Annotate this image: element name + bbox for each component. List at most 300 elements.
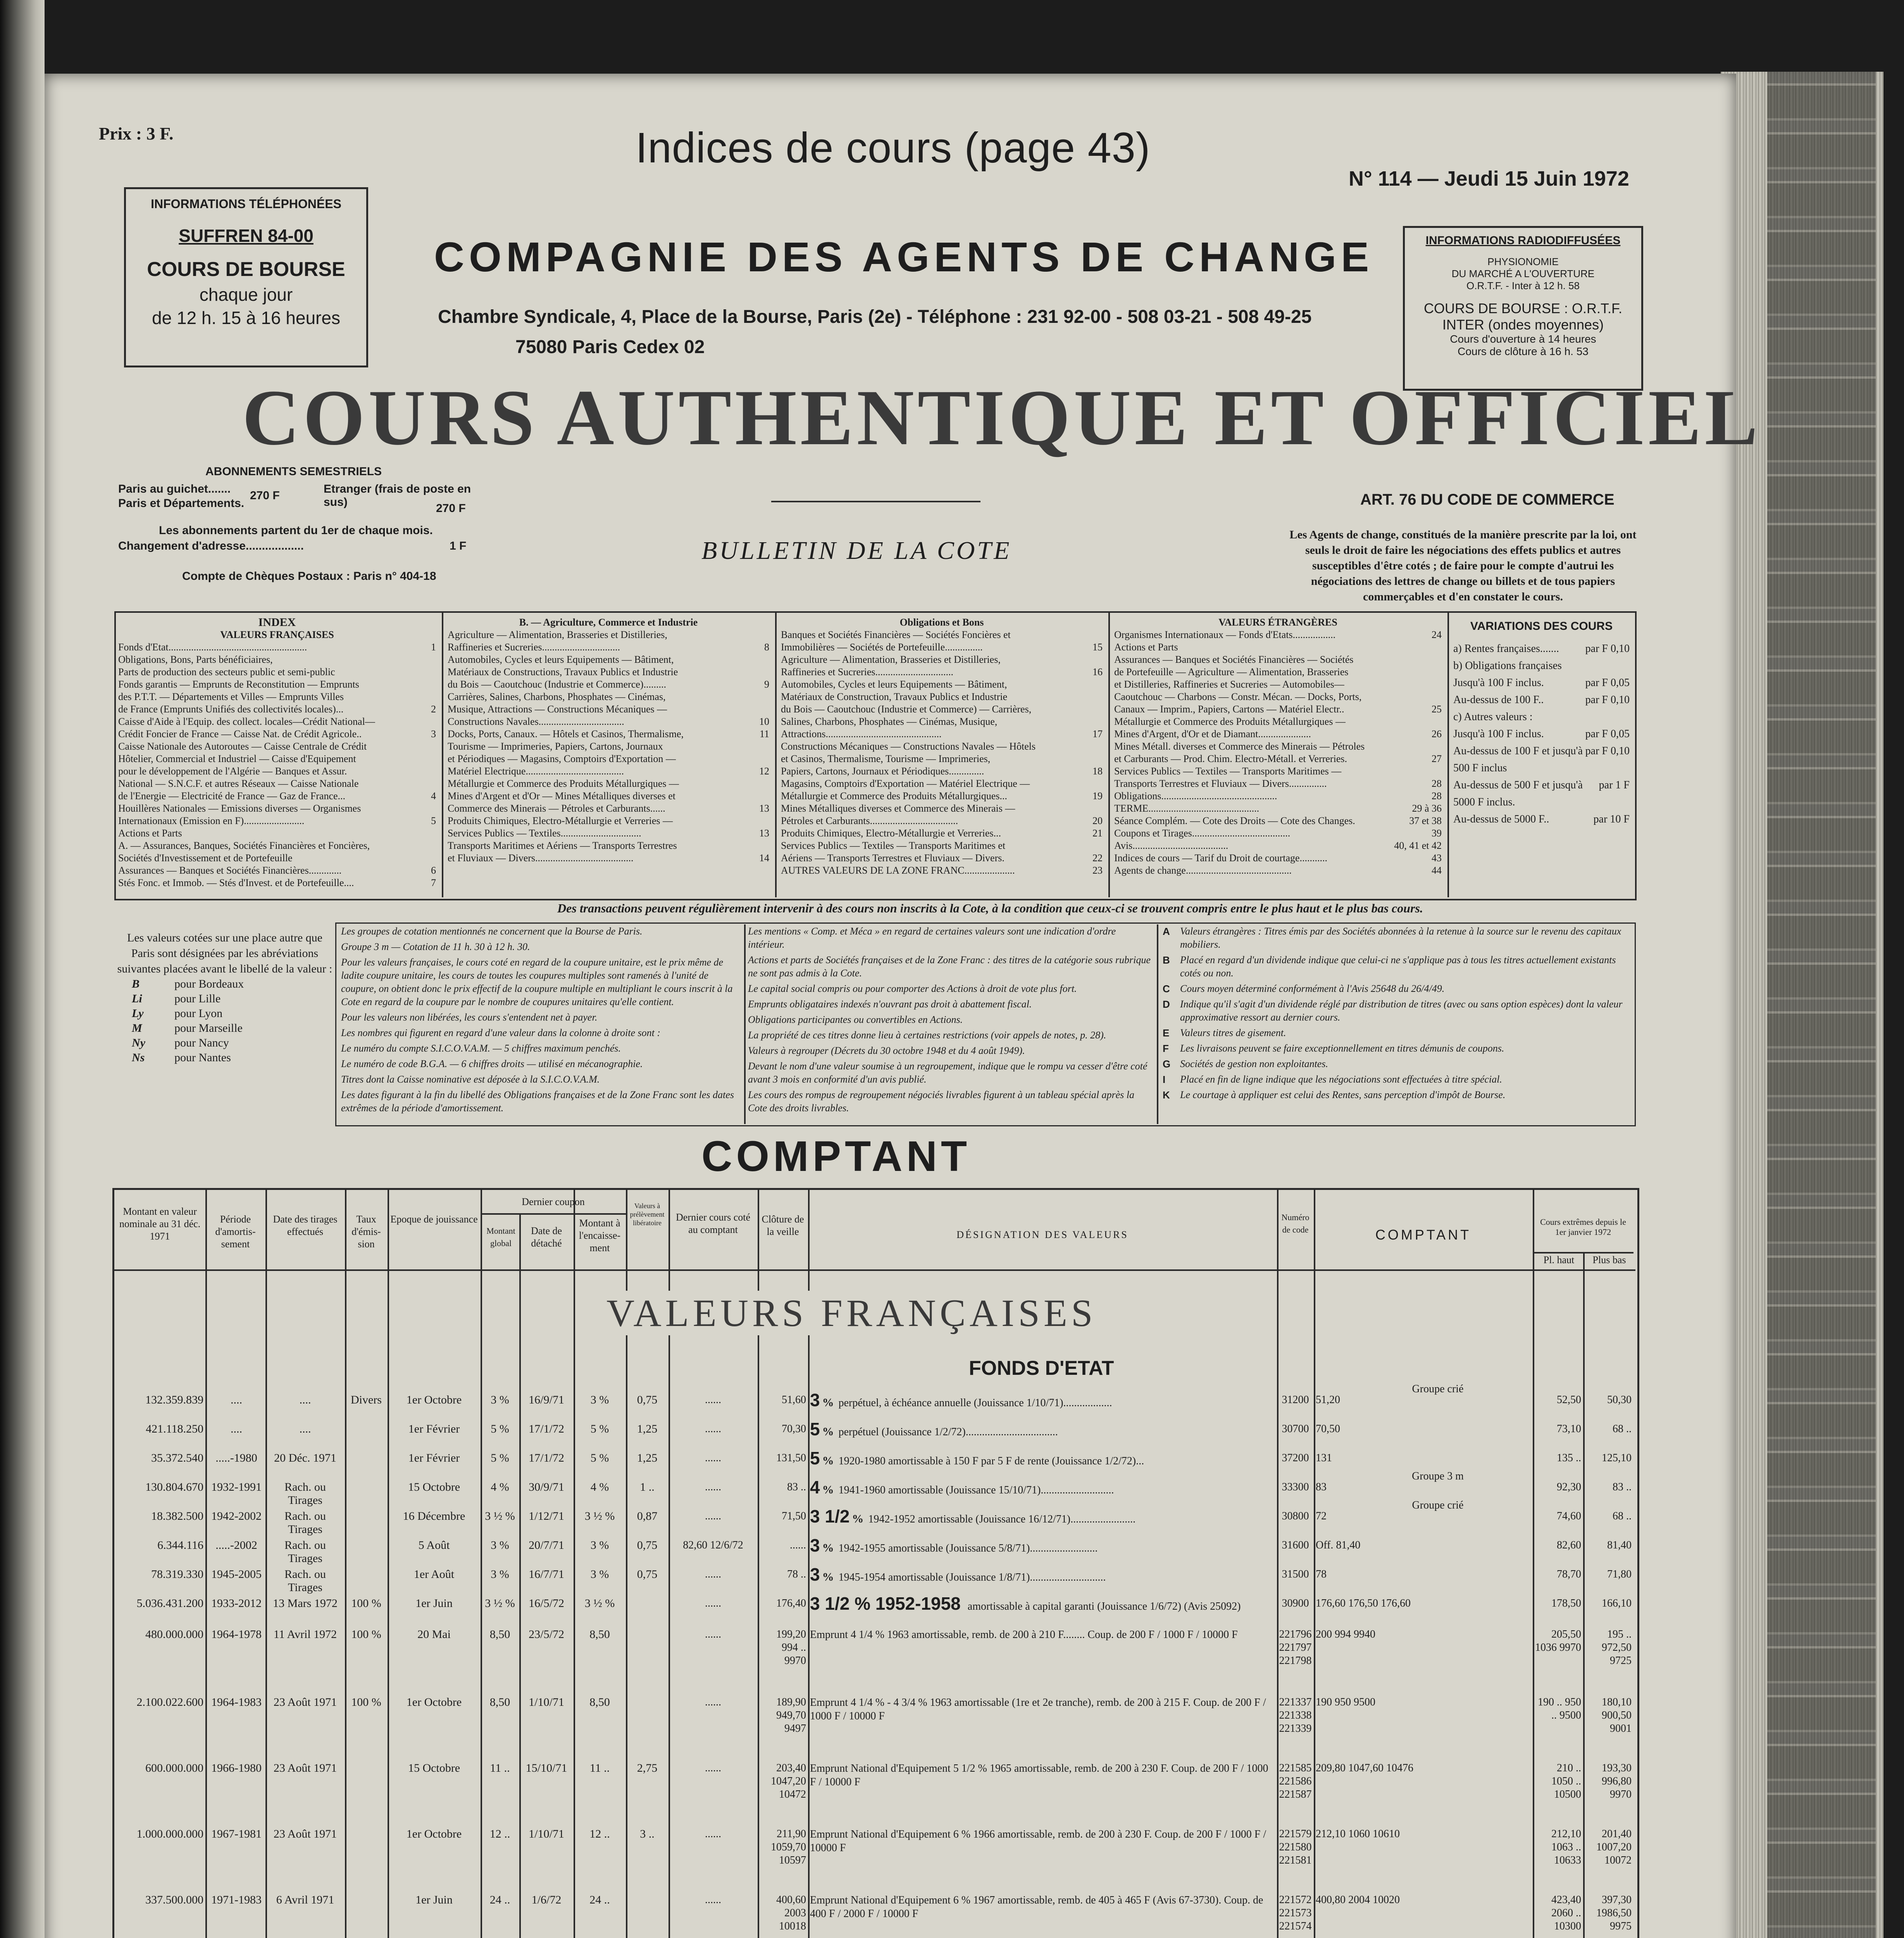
index-line-page: 15	[1092, 641, 1103, 653]
radio-info-l7: Cours de clôture à 16 h. 53	[1458, 345, 1589, 357]
index-line	[118, 864, 436, 877]
cell-glob: 8,50	[489, 1628, 510, 1641]
index-line	[781, 740, 1103, 753]
index-line-page	[420, 852, 436, 864]
cell-note: Groupe 3 m	[1412, 1470, 1464, 1482]
cell-bas: 397,30 1986,50 9975	[1596, 1894, 1632, 1932]
index-line-text: Actions et Parts	[1114, 641, 1178, 653]
cell-cours: 212,10 1060 10610	[1316, 1828, 1400, 1840]
index-line-text: Fonds garantis — Emprunts de Reconstitution — Emprunts	[118, 679, 359, 690]
designation-text: 1920-1980 amortissable à 150 F par 5 F de rente (Jouissance 1/2/72)...	[838, 1455, 1144, 1467]
cell-periode: 1964-1978	[211, 1628, 262, 1641]
cell-bas: 195 .. 972,50 9725	[1602, 1628, 1632, 1667]
cell-cours: 400,80 2004 10020	[1316, 1894, 1400, 1906]
index-line	[118, 716, 436, 728]
index-line	[448, 802, 769, 815]
index-line-page	[1426, 678, 1442, 691]
index-line-text: Commerce des Minerais — Pétroles et Carburants......	[448, 803, 665, 814]
cell-haut: 82,60	[1557, 1539, 1581, 1551]
index-line-text: Raffineries et Sucreries...............................	[448, 641, 620, 653]
index-line	[1114, 790, 1442, 802]
index-line-text: Coupons et Tirages.......................................	[1114, 828, 1291, 839]
legend-note: Les mentions « Comp. et Méca » en regard de certaines valeurs sont une indication d'ordre intérieur.	[748, 926, 1116, 950]
cell-montant: 337.500.000	[145, 1893, 203, 1906]
index-line-page: 2	[431, 703, 436, 715]
index-line	[781, 778, 1103, 790]
variation-step: par 10 F	[1593, 813, 1630, 825]
cell-clot: 71,50	[782, 1510, 806, 1522]
index-line	[118, 877, 436, 889]
index-line	[781, 753, 1103, 765]
table-row	[0, 1499, 1632, 1537]
cell-designation	[810, 1477, 1275, 1497]
header-designation: DÉSIGNATION DES VALEURS	[956, 1229, 1129, 1240]
cell-glob: 3 ½ %	[485, 1597, 515, 1610]
subscription-price-foreign: 270 F	[436, 502, 466, 515]
index-line	[781, 852, 1103, 864]
header-periode: Période d'amortis-sement	[215, 1214, 256, 1250]
cell-periode: 1967-1981	[211, 1828, 262, 1840]
radio-info-l6: Cours d'ouverture à 14 heures	[1450, 333, 1596, 345]
cell-epoque: 1er Juin	[415, 1893, 453, 1906]
header-montant-global: Montant global	[486, 1226, 515, 1248]
index-line	[781, 653, 1103, 666]
cell-clot: 199,20 994 .. 9970	[776, 1628, 806, 1667]
legend-note: Obligations participantes ou convertibles en Actions.	[748, 1014, 963, 1025]
cell-bas: 180,10 900,50 9001	[1602, 1696, 1632, 1735]
cell-periode: 1942-2002	[211, 1510, 262, 1522]
designation-text: Emprunt 4 1/4 % - 4 3/4 % 1963 amortissable (1re et 2e tranche), remb. de 200 à 215 F. Coup. de 200 F / 1000 F / 10000 F	[810, 1697, 1266, 1722]
index-line	[448, 778, 769, 790]
cell-epoque: 16 Décembre	[403, 1510, 465, 1522]
abbrev-key: B	[132, 978, 140, 990]
abbrev-value: pour Nantes	[174, 1051, 231, 1064]
cell-clot: 51,60	[782, 1394, 806, 1406]
place-abbreviations	[116, 922, 333, 1140]
index-line	[781, 790, 1103, 802]
index-line-text: Internationaux (Emission en F)........................	[118, 815, 305, 826]
cell-bas: 50,30	[1607, 1394, 1632, 1406]
cell-epoque: 5 Août	[418, 1539, 450, 1552]
index-line-page	[1087, 703, 1103, 716]
index-line-text: Caisse Nationale des Autoroutes — Caisse Centrale de Crédit	[118, 741, 367, 752]
cell-designation	[810, 1696, 1275, 1723]
index-line	[1114, 653, 1442, 666]
cell-periode: .....-1980	[215, 1452, 257, 1464]
index-line-text: Canaux — Imprim., Papiers, Cartons — Matériel Electr..	[1114, 703, 1344, 715]
legend-note: Devant le nom d'une valeur soumise à un regroupement, indique que le rompu va cesser d'être coté avant 3 mois en conformité d'un avis publié.	[748, 1060, 1148, 1085]
index-line	[448, 641, 769, 653]
index-line-text: des P.T.T. — Départements et Villes — Emprunts Villes	[118, 691, 344, 702]
cell-code: 221796 221797 221798	[1279, 1628, 1312, 1667]
table-row	[0, 1419, 1632, 1450]
index-line-page	[420, 666, 436, 678]
index-line-page: 13	[759, 803, 769, 814]
index-line-text: National — S.N.C.F. et autres Réseaux — Caisse Nationale	[118, 778, 359, 789]
index-line-text: Parts de production des secteurs public et semi-public	[118, 666, 335, 678]
masthead-rule	[771, 501, 980, 502]
index-line-text: de l'Energie — Electricité de France — Gaz de France...	[118, 790, 346, 802]
index-line-text: Constructions Navales..................................	[448, 716, 624, 727]
index-line-text: Assurances — Banques et Sociétés Financières.............	[118, 865, 342, 876]
cell-dc: ......	[705, 1828, 721, 1840]
index-line-text: Pétroles et Carburants...................................	[781, 815, 958, 826]
index-line-page: 25	[1432, 703, 1442, 715]
variation-label: b) Obligations françaises	[1453, 660, 1562, 672]
designation-text: Emprunt 4 1/4 % 1963 amortissable, remb. de 200 à 210 F........ Coup. de 200 F / 1000 F / 10000 F	[810, 1629, 1238, 1641]
legend-note: Valeurs à regrouper (Décrets du 30 octobre 1948 et du 4 août 1949).	[748, 1045, 1025, 1056]
index-line-text: Matériel Electrique.......................................	[448, 766, 624, 777]
index-line-page	[1426, 716, 1442, 728]
rate-label: 3	[810, 1564, 820, 1585]
phone-info-box	[124, 187, 368, 367]
variation-row	[1453, 811, 1630, 828]
cell-enc: 8,50	[589, 1628, 610, 1641]
cell-taux: 100 %	[351, 1628, 381, 1641]
rate-label: 4	[810, 1477, 820, 1497]
index-col4-title: VALEURS ÉTRANGÈRES	[1218, 617, 1337, 628]
index-line	[448, 728, 769, 740]
index-col2-title: B. — Agriculture, Commerce et Industrie	[519, 617, 698, 628]
header-liberatoire: Valeurs à prélèvement libératoire	[630, 1202, 665, 1227]
cell-tirages: ....	[299, 1393, 311, 1406]
cell-dc: ......	[705, 1423, 721, 1435]
index-bonds	[781, 616, 1103, 895]
index-line-page	[1426, 740, 1442, 753]
cell-clot: 70,30	[782, 1423, 806, 1435]
index-line-page: 20	[1092, 815, 1103, 826]
variations-title: VARIATIONS DES COURS	[1470, 620, 1613, 633]
variation-row	[1453, 726, 1630, 743]
index-line-text: Mines d'Argent, d'Or et de Diamant.....................	[1114, 728, 1311, 740]
cell-enc: 3 ½ %	[584, 1510, 615, 1522]
cell-glob: 11 ..	[490, 1762, 510, 1774]
index-divider-4	[1447, 612, 1449, 897]
cell-bas: 68 ..	[1613, 1510, 1632, 1522]
index-line-text: Métallurgie et Commerce des Produits Métallurgiques...	[781, 790, 1007, 802]
cell-date: 1/10/71	[529, 1828, 564, 1840]
table-row	[0, 1696, 1632, 1735]
subscription-paris-counter: Paris au guichet.......	[118, 483, 231, 495]
index-line	[448, 691, 769, 703]
designation-text: Emprunt National d'Equipement 5 1/2 % 1965 amortissable, remb. de 200 à 230 F. Coup. de 200 F / 1000 F / 10000 F	[810, 1762, 1268, 1788]
index-line-page: 22	[1092, 852, 1103, 864]
cell-montant: 130.804.670	[145, 1481, 203, 1493]
designation-text: amortissable à capital garanti (Jouissance 1/6/72) (Avis 25092)	[967, 1600, 1241, 1612]
index-line	[781, 716, 1103, 728]
index-line-page	[1426, 641, 1442, 653]
cell-date: 16/7/71	[529, 1568, 564, 1581]
index-line-text: Assurances — Banques et Sociétés Financières — Sociétés	[1114, 654, 1354, 665]
index-divider-2	[775, 612, 777, 897]
legend-note: Actions et parts de Sociétés françaises et de la Zone Franc : des titres de la catégorie sous rubrique ne sont pas admis à la Cote.	[748, 954, 1151, 979]
index-line-text: Services Publics — Textiles................................	[448, 828, 641, 839]
index-line-text: de France (Emprunts Unifiés des collectivités locales)...	[118, 703, 344, 715]
abbrev-item	[132, 1006, 333, 1021]
index-line-page: 29 à 36	[1412, 803, 1442, 814]
index-line-text: Constructions Mécaniques — Constructions Navales — Hôtels	[781, 741, 1036, 752]
header-code: Numéro de code	[1281, 1212, 1310, 1235]
cell-date: 17/1/72	[529, 1452, 564, 1464]
cell-tirages: 20 Déc. 1971	[274, 1452, 336, 1464]
radio-info-l4: COURS DE BOURSE : O.R.T.F.	[1423, 300, 1623, 316]
index-line-page: 14	[759, 852, 769, 864]
comptant-title: COMPTANT	[701, 1133, 971, 1180]
percent-sign: %	[852, 1512, 864, 1525]
designation-text: 1945-1954 amortissable (Jouissance 1/8/71)............................	[838, 1571, 1106, 1583]
abbrev-value: pour Nancy	[174, 1036, 229, 1049]
index-line-page: 39	[1432, 828, 1442, 839]
index-line-page: 26	[1432, 728, 1442, 740]
cell-tirages: Rach. ou Tirages	[284, 1539, 326, 1565]
subscriptions-title: ABONNEMENTS SEMESTRIELS	[205, 465, 382, 478]
cell-tirages: Rach. ou Tirages	[284, 1481, 326, 1507]
legend-groups	[341, 922, 740, 1140]
index-line	[118, 641, 436, 653]
variation-step: par F 0,05	[1585, 728, 1630, 740]
legend-letter: B	[1163, 954, 1170, 966]
cell-tirages: 23 Août 1971	[273, 1762, 337, 1774]
header-cloture: Clôture de la veille	[762, 1214, 804, 1237]
index-line-page	[420, 765, 436, 778]
cell-haut: 73,10	[1557, 1423, 1581, 1435]
cell-epoque: 1er Février	[408, 1452, 460, 1464]
header-dernier-coupon: Dernier coupon	[522, 1196, 585, 1207]
article-reference: ART. 76 DU CODE DE COMMERCE	[1360, 491, 1615, 508]
cell-lib: 0,75	[637, 1393, 658, 1406]
table-row	[0, 1593, 1632, 1624]
variation-label: Au-dessus de 100 F et jusqu'à 500 F inclus	[1453, 745, 1583, 774]
percent-sign: %	[822, 1425, 834, 1438]
col-sep	[1533, 1190, 1534, 1938]
cell-code: 31200	[1282, 1394, 1309, 1406]
index-line	[118, 840, 436, 852]
cell-epoque: 1er Février	[408, 1422, 460, 1435]
cell-code: 221579 221580 221581	[1279, 1828, 1312, 1866]
variation-label: Au-dessus de 5000 F..	[1453, 813, 1549, 825]
legend-letter-item	[1163, 1042, 1630, 1055]
cell-tirages: ....	[299, 1422, 311, 1435]
index-line-text: Carrières, Salines, Charbons, Phosphates — Cinémas,	[448, 691, 666, 702]
table-row	[0, 1628, 1632, 1667]
rate-label: 3	[810, 1535, 820, 1555]
bulletin-title: BULLETIN DE LA COTE	[701, 536, 1012, 565]
index-line-text: du Bois — Caoutchouc (Industrie et Commerce).........	[448, 679, 666, 690]
index-line-page	[754, 815, 769, 827]
cell-tirages: 13 Mars 1972	[273, 1597, 338, 1610]
cell-lib: 0,87	[637, 1510, 658, 1522]
variation-label: Jusqu'à 100 F inclus.	[1453, 677, 1544, 689]
index-line	[781, 728, 1103, 740]
cell-designation	[810, 1506, 1275, 1526]
index-line	[448, 827, 769, 840]
cell-montant: 5.036.431.200	[136, 1597, 203, 1610]
legend-letter-item	[1163, 982, 1630, 995]
legend-letter: K	[1163, 1089, 1170, 1101]
cell-clot: 189,90 949,70 9497	[776, 1696, 806, 1735]
index-line	[448, 852, 769, 864]
index-line-page	[420, 678, 436, 691]
index-line	[781, 641, 1103, 653]
cell-code: 221585 221586 221587	[1279, 1762, 1312, 1800]
cell-dc: ......	[705, 1696, 721, 1708]
postal-account: Compte de Chèques Postaux : Paris n° 404-18	[182, 570, 436, 583]
legend-letter-item	[1163, 1073, 1630, 1086]
index-line-page: 40, 41 et 42	[1394, 840, 1442, 851]
cell-haut: 212,10 1063 .. 10633	[1551, 1828, 1581, 1866]
index-line-text: Organismes Internationaux — Fonds d'Etats.................	[1114, 629, 1336, 640]
index-line	[781, 802, 1103, 815]
index-line-page	[1426, 666, 1442, 678]
index-line-page	[754, 653, 769, 666]
index-line	[118, 753, 436, 765]
subscription-price-france: 270 F	[250, 489, 280, 502]
variation-label: c) Autres valeurs :	[1453, 711, 1533, 723]
cell-montant: 18.382.500	[151, 1510, 203, 1522]
index-line	[118, 740, 436, 753]
index-line-text: Métallurgie et Commerce des Produits Métallurgiques —	[448, 778, 679, 789]
cell-date: 1/10/71	[529, 1696, 564, 1709]
index-line-page	[754, 666, 769, 678]
index-line-text: Obligations, Bons, Parts bénéficiaires,	[118, 654, 273, 665]
cell-cours: 78	[1316, 1568, 1327, 1580]
index-line-page: 6	[431, 865, 436, 876]
subsection-fonds-etat: FONDS D'ETAT	[965, 1357, 1118, 1380]
cell-enc: 24 ..	[589, 1893, 610, 1906]
cell-note: Groupe crié	[1412, 1499, 1464, 1511]
index-line-page	[754, 703, 769, 716]
cell-enc: 4 %	[590, 1481, 609, 1493]
cell-date: 16/9/71	[529, 1393, 564, 1406]
legend-letter-item	[1163, 1026, 1630, 1040]
index-line-text: Crédit Foncier de France — Caisse Nat. de Crédit Agricole..	[118, 728, 362, 740]
index-line-text: et Casinos, Thermalisme, Tourisme — Imprimeries,	[781, 753, 991, 764]
legend-letter-text: Les livraisons peuvent se faire exceptionnellement en titres démunis de coupons.	[1180, 1043, 1504, 1054]
index-line-page: 9	[764, 679, 769, 690]
variation-row	[1453, 777, 1630, 811]
percent-sign: %	[822, 1483, 834, 1496]
index-line	[1114, 703, 1442, 716]
cell-clot: 78 ..	[787, 1568, 806, 1580]
abbrev-intro: Les valeurs cotées sur une place autre que Paris sont désignées par les abréviations suivantes placées avant le libellé de la valeur :	[117, 931, 333, 975]
index-line	[1114, 778, 1442, 790]
cell-tirages: 23 Août 1971	[273, 1828, 337, 1840]
index-line	[118, 666, 436, 678]
cell-bas: 125,10	[1602, 1452, 1632, 1464]
cell-epoque: 1er Août	[414, 1568, 455, 1581]
cell-dc: ......	[705, 1762, 721, 1774]
legend-letter-text: Indique qu'il s'agit d'un dividende réglé par distribution de titres (avec ou sans option espèces) dont la valeur approximative ressort au dernier cours.	[1180, 998, 1623, 1023]
abbrev-key: Ly	[132, 1007, 144, 1020]
cell-haut: 178,50	[1551, 1597, 1581, 1609]
header-extremes: Cours extrêmes depuis le 1er janvier 1972	[1540, 1217, 1626, 1237]
legend-divider-2	[1157, 924, 1158, 1124]
index-line	[118, 852, 436, 864]
cell-clot: 176,40	[776, 1597, 806, 1609]
cell-clot: 203,40 1047,20 10472	[771, 1762, 806, 1800]
index-line	[1114, 740, 1442, 753]
index-line-text: TERME............................................	[1114, 803, 1260, 814]
cell-designation	[810, 1535, 1275, 1555]
subscription-paris-departments: Paris et Départements.	[118, 497, 245, 510]
cell-montant: 421.118.250	[146, 1422, 203, 1435]
cell-epoque: 15 Octobre	[408, 1762, 460, 1774]
cell-haut: 135 ..	[1557, 1452, 1581, 1464]
cell-designation	[810, 1893, 1275, 1921]
index-line-text: Docks, Ports, Canaux. — Hôtels et Casinos, Thermalisme,	[448, 728, 684, 740]
cell-haut: 78,70	[1557, 1568, 1581, 1580]
stacked-pages-edge	[1721, 72, 1883, 1938]
legend-letter: C	[1163, 983, 1170, 995]
index-line	[118, 703, 436, 716]
cell-designation	[810, 1628, 1275, 1641]
cell-glob: 8,50	[489, 1696, 510, 1709]
address-change-label: Changement d'adresse..................	[118, 540, 304, 552]
index-line-page	[420, 778, 436, 790]
cell-lib: 2,75	[637, 1762, 658, 1774]
cell-periode: .....-2002	[215, 1539, 257, 1552]
legend-letter-text: Sociétés de gestion non exploitantes.	[1180, 1058, 1328, 1069]
cell-cours: 51,20	[1316, 1394, 1340, 1406]
radio-info-l3: O.R.T.F. - Inter à 12 h. 58	[1466, 280, 1580, 291]
index-line	[781, 840, 1103, 852]
cell-lib: 0,75	[637, 1539, 658, 1552]
table-row	[0, 1762, 1632, 1800]
cell-enc: 5 %	[590, 1422, 609, 1435]
cell-designation	[810, 1762, 1275, 1789]
header-plus-bas: Plus bas	[1592, 1254, 1626, 1266]
cell-tirages: 23 Août 1971	[273, 1696, 337, 1709]
header-taux: Taux d'émis-sion	[352, 1214, 381, 1250]
phone-info-line2: chaque jour	[199, 284, 293, 305]
index-line-text: Caoutchouc — Charbons — Constr. Mécan. — Docks, Ports,	[1114, 691, 1362, 702]
legend-note: Les nombres qui figurent en regard d'une valeur dans la colonne à droite sont :	[341, 1027, 660, 1038]
legend-letter-text: Valeurs étrangères : Titres émis par des Sociétés abonnées à la retenue à la source sur le revenu des capitaux mobiliers.	[1180, 926, 1621, 950]
index-line-text: Immobilières — Sociétés de Portefeuille...............	[781, 641, 983, 653]
subscription-foreign: Etranger (frais de poste en sus)	[324, 483, 471, 509]
cell-cours: 70,50	[1316, 1423, 1340, 1435]
cell-cours: 200 994 9940	[1316, 1628, 1375, 1640]
abbrev-item	[132, 991, 333, 1006]
legend-note: Les dates figurant à la fin du libellé des Obligations françaises et de la Zone Franc sont les dates extrêmes de la période d'amortissement.	[341, 1089, 734, 1114]
index-line-text: Transports Maritimes et Aériens — Transports Terrestres	[448, 840, 677, 851]
index-line	[781, 629, 1103, 641]
cell-tirages: Rach. ou Tirages	[284, 1568, 326, 1594]
table-row	[0, 1893, 1632, 1932]
percent-sign: %	[822, 1396, 834, 1409]
variation-row	[1453, 640, 1630, 657]
index-line-page	[420, 653, 436, 666]
cell-code: 30700	[1282, 1423, 1309, 1435]
legend-note: Le numéro du compte S.I.C.O.V.A.M. — 5 chiffres maximum penchés.	[341, 1043, 621, 1054]
variation-row	[1453, 674, 1630, 691]
cell-dc: ......	[705, 1481, 721, 1493]
cell-clot: 400,60 2003 10018	[776, 1894, 806, 1932]
abbrev-item	[132, 977, 333, 991]
index-line-page	[1087, 802, 1103, 815]
index-line	[781, 815, 1103, 827]
cell-epoque: 1er Juin	[415, 1597, 453, 1610]
index-line-page: 5	[431, 815, 436, 826]
index-line	[448, 740, 769, 753]
variation-row	[1453, 691, 1630, 709]
cell-cours: 209,80 1047,60 10476	[1316, 1762, 1413, 1774]
index-line-page	[1087, 778, 1103, 790]
index-line-text: Stés Fonc. et Immob. — Stés d'Invest. et de Portefeuille....	[118, 877, 354, 888]
legend-letter-item	[1163, 998, 1630, 1024]
index-line	[1114, 728, 1442, 740]
cell-glob: 5 %	[491, 1452, 509, 1464]
